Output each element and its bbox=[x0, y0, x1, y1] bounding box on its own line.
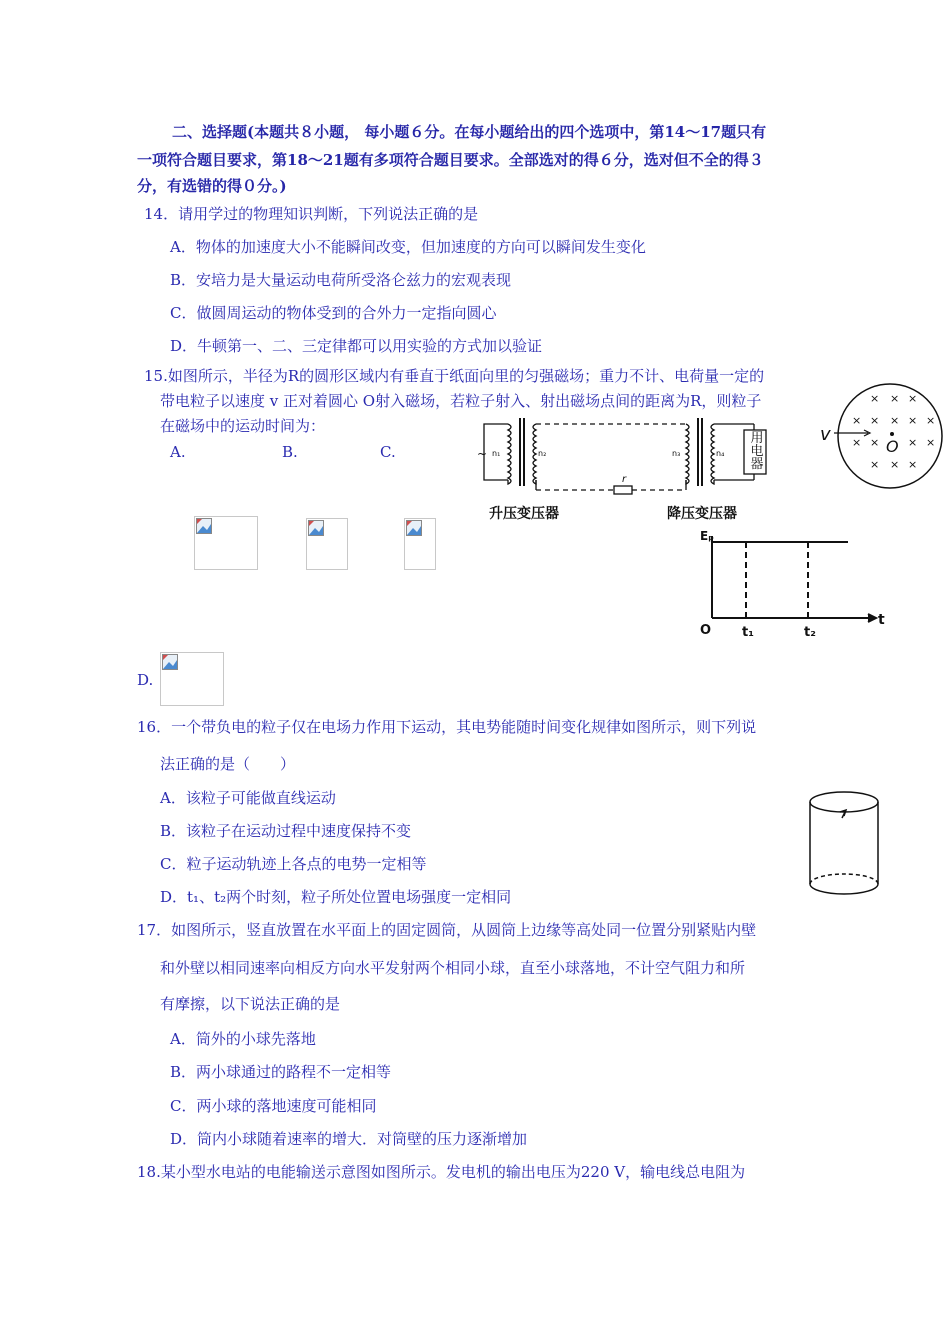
svg-text:×: × bbox=[890, 458, 900, 471]
q16-option-c: C．粒子运动轨迹上各点的电势一定相等 bbox=[160, 855, 427, 873]
t1-label: t₁ bbox=[742, 625, 754, 640]
svg-text:×: × bbox=[852, 436, 862, 449]
q17-option-b: B．两小球通过的路程不一定相等 bbox=[170, 1063, 392, 1081]
svg-text:×: × bbox=[852, 414, 862, 427]
section-heading-line3: 分，有选错的得０分。) bbox=[137, 177, 287, 195]
section-heading-line1: 二、选择题(本题共８小题， 每小题６分。在每小题给出的四个选项中，第14～17题只有 bbox=[172, 123, 767, 141]
q15-option-a: A. bbox=[170, 443, 186, 461]
svg-text:×: × bbox=[890, 414, 900, 427]
q17-option-a: A．筒外的小球先落地 bbox=[170, 1030, 316, 1048]
svg-text:×: × bbox=[908, 392, 918, 405]
cylinder-figure bbox=[806, 788, 882, 900]
q15-option-c: C. bbox=[380, 443, 396, 461]
load-label: 用电器 bbox=[747, 430, 763, 470]
q14-option-c: C．做圆周运动的物体受到的合外力一定指向圆心 bbox=[170, 304, 497, 322]
q15-option-b: B. bbox=[282, 443, 298, 461]
q18-stem-line1: 18.某小型水电站的电能输送示意图如图所示。发电机的输出电压为220 V，输电线总电阻为 bbox=[137, 1163, 746, 1181]
svg-text:×: × bbox=[870, 458, 880, 471]
step-down-label: 降压变压器 bbox=[667, 506, 737, 522]
svg-text:×: × bbox=[870, 392, 880, 405]
svg-text:×: × bbox=[908, 414, 918, 427]
q17-stem-line2: 和外壁以相同速率向相反方向水平发射两个相同小球，直至小球落地，不计空气阻力和所 bbox=[160, 959, 746, 977]
q15-stem-line2: 带电粒子以速度 v 正对着圆心 O射入磁场，若粒子射入、射出磁场点间的距离为R，则粒子 bbox=[160, 392, 762, 410]
n3-label: n₃ bbox=[672, 449, 681, 458]
q16-option-d: D．t₁、t₂两个时刻，粒子所处位置电场强度一定相同 bbox=[160, 888, 512, 906]
svg-text:×: × bbox=[908, 458, 918, 471]
q17-option-c: C．两小球的落地速度可能相同 bbox=[170, 1097, 377, 1115]
origin-label: O bbox=[700, 623, 712, 638]
q16-stem-line2: 法正确的是（ ） bbox=[160, 755, 296, 773]
q17-option-d: D．筒内小球随着速率的增大．对筒壁的压力逐渐增加 bbox=[170, 1130, 528, 1148]
ac-source-symbol: ~ bbox=[477, 447, 488, 461]
q15-stem-line3: 在磁场中的运动时间为： bbox=[160, 417, 326, 435]
n2-label: n₂ bbox=[538, 449, 547, 458]
n1-label: n₁ bbox=[492, 449, 501, 458]
q16-stem-line1: 16．一个带负电的粒子仅在电场力作用下运动，其电势能随时间变化规律如图所示，则下列说 bbox=[137, 718, 757, 736]
field-crosses bbox=[852, 392, 935, 471]
option-c-image bbox=[404, 518, 436, 570]
svg-text:×: × bbox=[890, 392, 900, 405]
q14-option-a: A．物体的加速度大小不能瞬间改变，但加速度的方向可以瞬间发生变化 bbox=[170, 238, 646, 256]
ep-axis-label: Eₚ bbox=[700, 529, 714, 543]
svg-text:×: × bbox=[926, 414, 936, 427]
q16-option-a: A．该粒子可能做直线运动 bbox=[160, 789, 336, 807]
q16-option-b: B．该粒子在运动过程中速度保持不变 bbox=[160, 822, 412, 840]
svg-text:×: × bbox=[870, 414, 880, 427]
option-d-image bbox=[160, 652, 224, 706]
t2-label: t₂ bbox=[804, 625, 816, 640]
q15-stem-line1: 15.如图所示，半径为R的圆形区域内有垂直于纸面向里的匀强磁场；重力不计、电荷量一定的 bbox=[144, 367, 765, 385]
option-a-image bbox=[194, 516, 258, 570]
svg-text:×: × bbox=[870, 436, 880, 449]
q17-stem-line3: 有摩擦，以下说法正确的是 bbox=[160, 995, 341, 1013]
q14-option-b: B．安培力是大量运动电荷所受洛仑兹力的宏观表现 bbox=[170, 271, 512, 289]
q14-stem: 14．请用学过的物理知识判断，下列说法正确的是 bbox=[144, 205, 479, 223]
resistor-label: r bbox=[622, 474, 627, 485]
energy-time-graph bbox=[696, 528, 892, 646]
broken-image-icon bbox=[162, 654, 178, 670]
svg-text:×: × bbox=[926, 436, 936, 449]
broken-image-icon bbox=[308, 520, 324, 536]
section-heading-line2: 一项符合题目要求，第18～21题有多项符合题目要求。全部选对的得６分，选对但不全的得３ bbox=[137, 151, 764, 169]
magnetic-field-figure bbox=[812, 376, 948, 492]
broken-image-icon bbox=[406, 520, 422, 536]
broken-image-icon bbox=[196, 518, 212, 534]
q17-stem-line1: 17．如图所示，竖直放置在水平面上的固定圆筒，从圆筒上边缘等高处同一位置分别紧贴内壁 bbox=[137, 921, 757, 939]
svg-text:×: × bbox=[908, 436, 918, 449]
transformer-circuit-figure bbox=[476, 414, 812, 526]
option-b-image bbox=[306, 518, 348, 570]
center-label: O bbox=[886, 437, 899, 456]
t-axis-label: t bbox=[878, 612, 885, 628]
q14-option-d: D．牛顿第一、二、三定律都可以用实验的方式加以验证 bbox=[170, 337, 543, 355]
n4-label: n₄ bbox=[716, 449, 725, 458]
q15-option-d: D. bbox=[137, 671, 154, 689]
step-up-label: 升压变压器 bbox=[489, 506, 559, 522]
velocity-label: v bbox=[820, 424, 831, 445]
